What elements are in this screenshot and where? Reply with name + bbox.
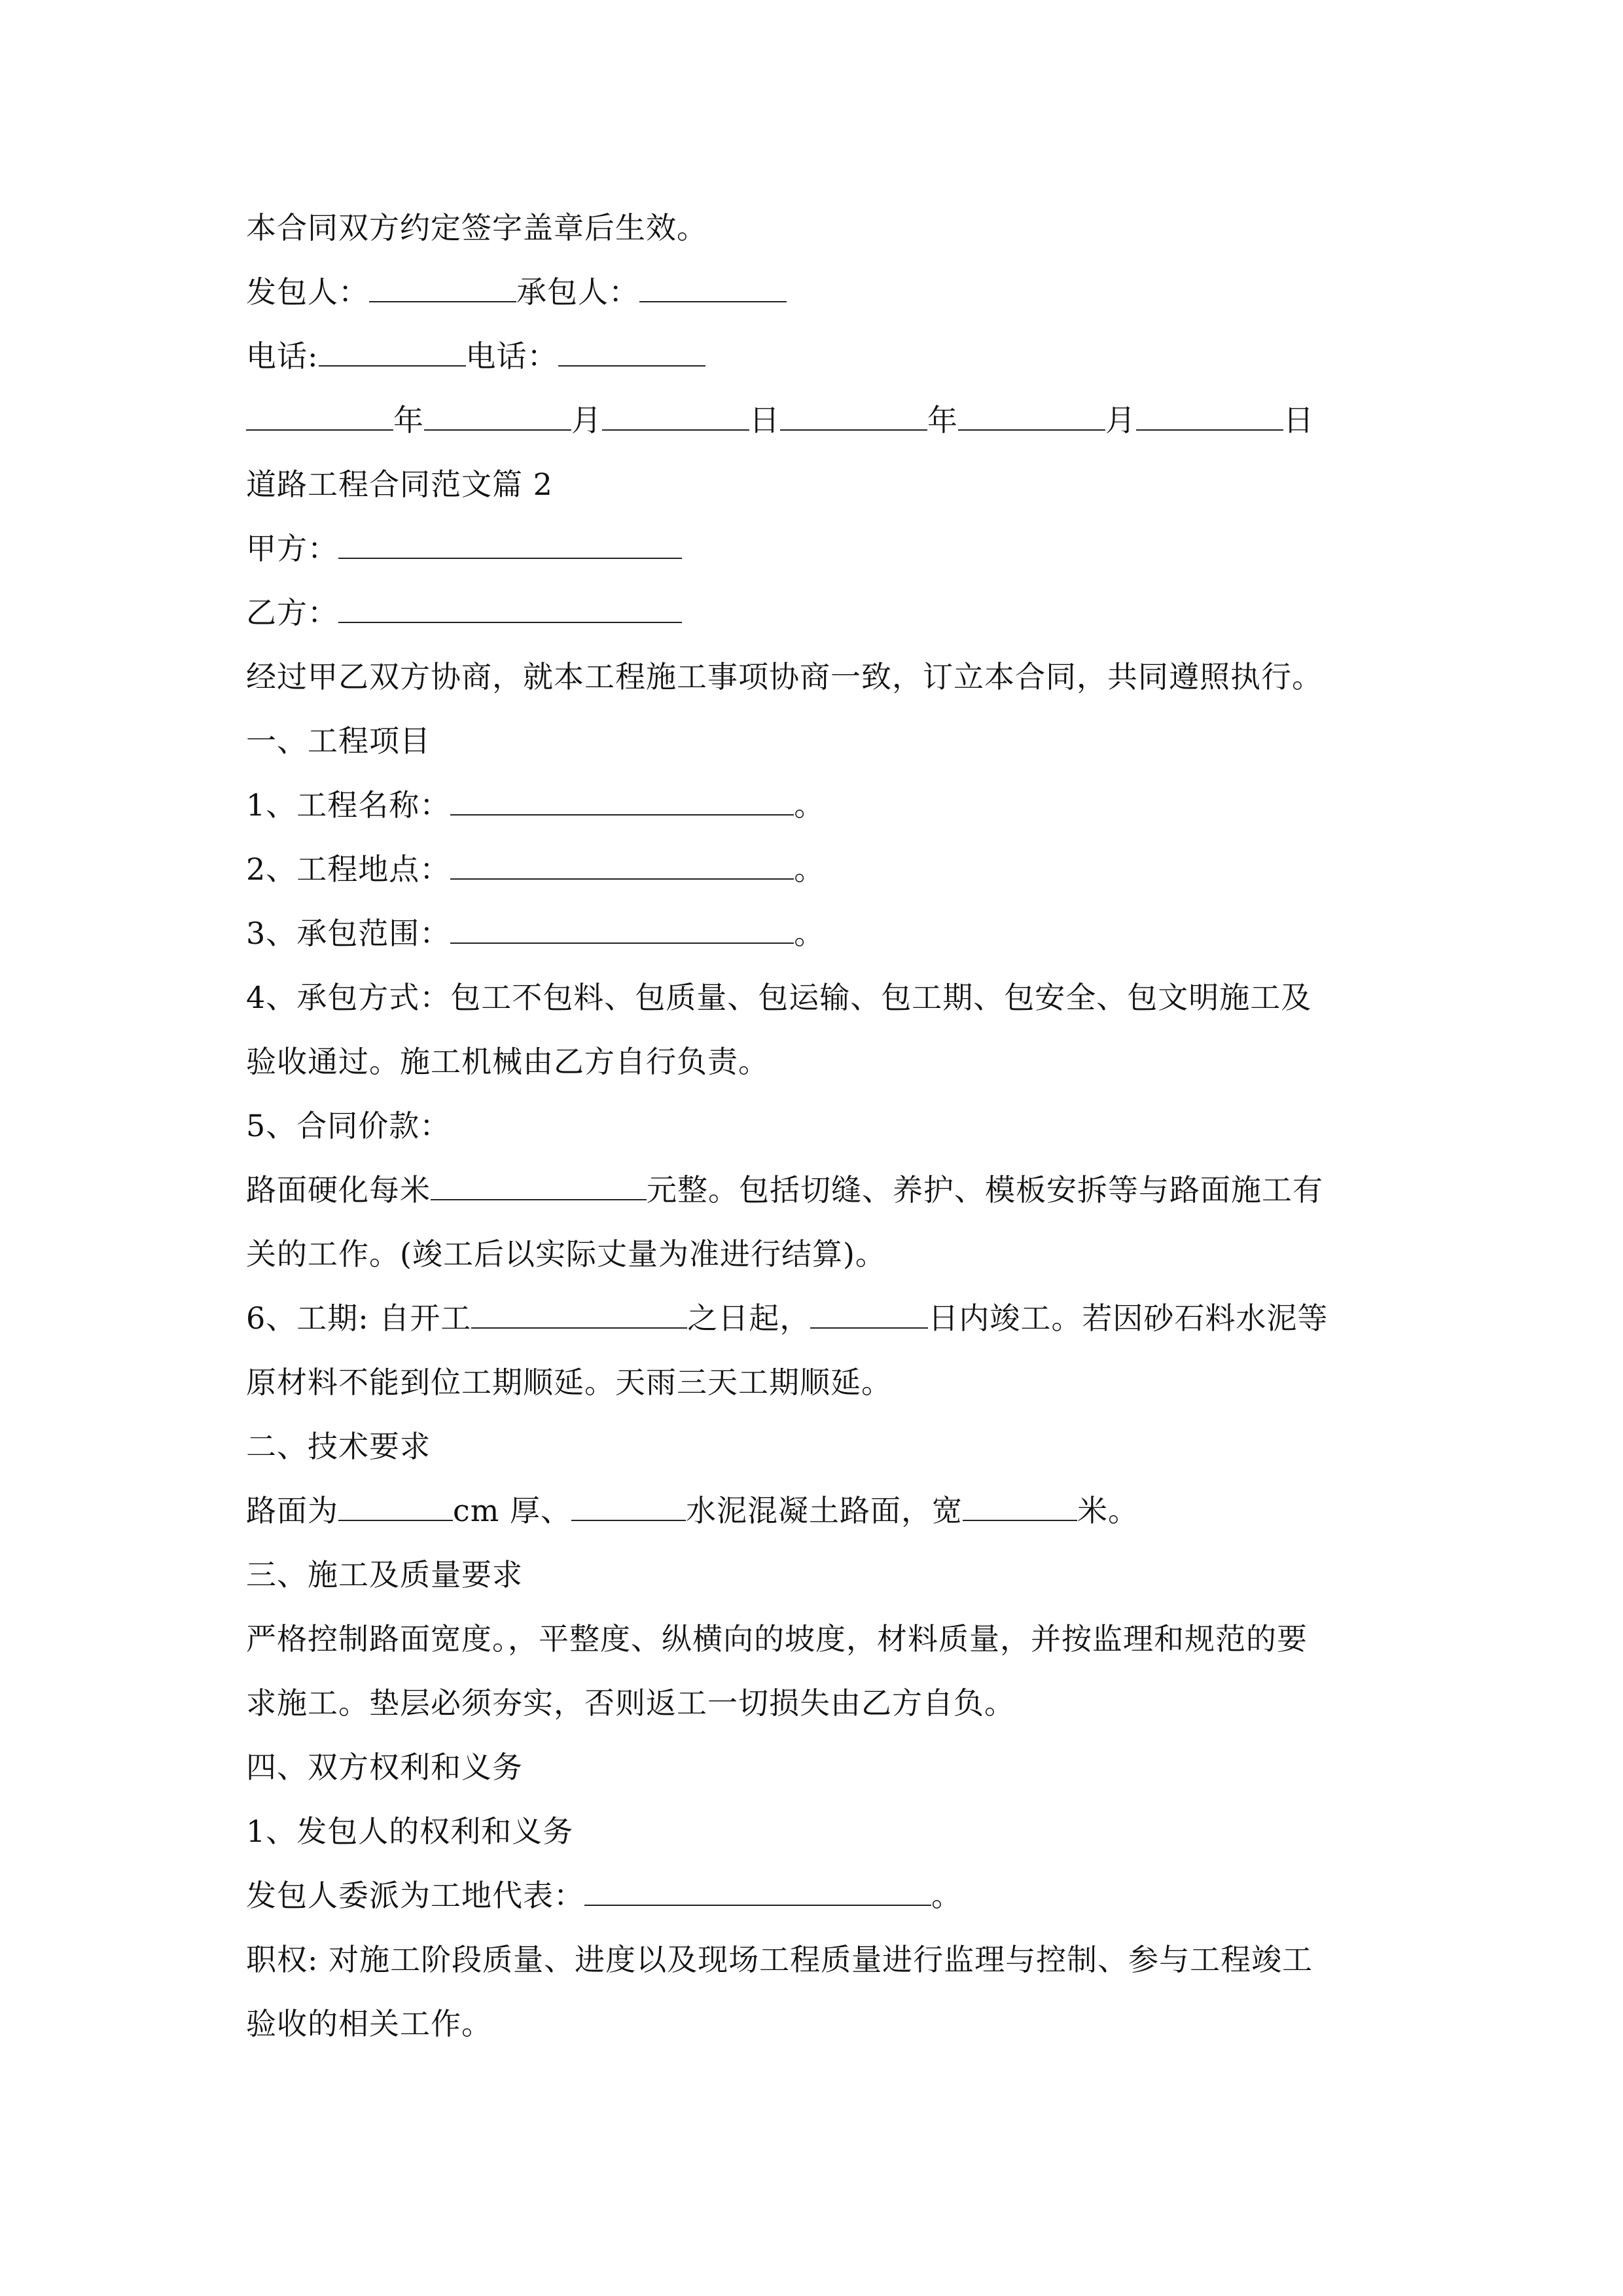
project-name-line [246, 785, 825, 825]
spec-label: 路面为 [246, 1493, 338, 1528]
month-blank-1[interactable] [424, 401, 571, 431]
scope-blank[interactable] [450, 914, 794, 944]
price-text-1: 元整。包括切缝、养护、模板安拆等与路面施工有 [647, 1172, 1323, 1208]
party-a-blank[interactable] [338, 529, 682, 559]
heading-project [246, 721, 431, 761]
phone-line [246, 336, 705, 376]
day-label-2: 日 [1283, 403, 1314, 438]
employer-rights-heading-text: 1、发包人的权利和义务 [246, 1814, 574, 1849]
project-name-label: 1、工程名称： [246, 787, 451, 823]
period-3: 。 [794, 916, 825, 951]
scope-label: 3、承包范围： [246, 916, 451, 951]
authority-line-2 [246, 2004, 492, 2043]
price-line-2 [246, 1234, 886, 1274]
phone-blank-1[interactable] [319, 336, 466, 367]
month-label-2: 月 [1105, 403, 1136, 438]
thickness-blank[interactable] [338, 1491, 453, 1521]
authority-text-2: 验收的相关工作。 [246, 2006, 492, 2041]
contract-price-heading [246, 1106, 450, 1145]
heading-technical-text: 二、技术要求 [246, 1429, 431, 1464]
signature-parties-line [246, 272, 787, 312]
technical-spec-line [246, 1491, 1139, 1530]
period-4: 。 [931, 1878, 962, 1913]
project-location-blank[interactable] [450, 850, 794, 880]
quality-line-2 [246, 1683, 1015, 1723]
schedule-line-1 [246, 1299, 1328, 1338]
authority-text-1: 职权: 对施工阶段质量、进度以及现场工程质量进行监理与控制、参与工程竣工 [246, 1942, 1313, 1977]
heading-rights [246, 1748, 523, 1787]
year-label-1: 年 [393, 403, 424, 438]
price-blank[interactable] [431, 1170, 647, 1200]
quality-text-2: 求施工。垫层必须夯实，否则返工一切损失由乙方自负。 [246, 1685, 1015, 1721]
month-label-1: 月 [571, 403, 602, 438]
spec-unit-cm: cm 厚、 [453, 1493, 572, 1528]
month-blank-2[interactable] [958, 401, 1105, 431]
heading-rights-text: 四、双方权利和义务 [246, 1749, 523, 1785]
phone-blank-2[interactable] [558, 336, 705, 367]
day-label-1: 日 [749, 403, 780, 438]
schedule-text-1: 之日起， [687, 1300, 811, 1336]
price-label: 路面硬化每米 [246, 1172, 431, 1208]
intro-paragraph [246, 657, 1323, 696]
site-rep-line [246, 1876, 962, 1915]
project-location-line [246, 850, 825, 889]
quality-line-1 [246, 1619, 1308, 1659]
quality-text-1: 严格控制路面宽度。，平整度、纵横向的坡度，材料质量，并按监理和规范的要 [246, 1621, 1308, 1657]
heading-technical [246, 1427, 431, 1466]
period-1: 。 [794, 787, 825, 823]
scope-line [246, 914, 825, 953]
heading-quality [246, 1555, 523, 1594]
period-2: 。 [794, 852, 825, 887]
price-line-1 [246, 1170, 1323, 1210]
concrete-grade-blank[interactable] [571, 1491, 686, 1521]
effective-clause [246, 208, 707, 247]
heading-project-text: 一、工程项目 [246, 723, 431, 759]
day-blank-1[interactable] [602, 401, 749, 431]
party-a-line [246, 529, 682, 568]
authority-line-1 [246, 1940, 1313, 1979]
year-blank-1[interactable] [246, 401, 393, 431]
employer-label: 发包人： [246, 274, 369, 310]
site-rep-blank[interactable] [584, 1876, 931, 1906]
party-b-line [246, 593, 682, 632]
date-line [246, 401, 1314, 440]
contract-price-heading-text: 5、合同价款： [246, 1108, 451, 1143]
party-a-label: 甲方： [246, 531, 338, 566]
schedule-text-2: 日内竣工。若因砂石料水泥等 [928, 1300, 1329, 1336]
section-title [246, 465, 553, 504]
contract-method-text-2: 验收通过。施工机械由乙方自行负责。 [246, 1044, 769, 1079]
employer-blank[interactable] [369, 272, 516, 302]
start-date-blank[interactable] [471, 1299, 687, 1329]
spec-unit-m: 米。 [1077, 1493, 1139, 1528]
duration-blank[interactable] [810, 1299, 928, 1329]
effective-clause-text: 本合同双方约定签字盖章后生效。 [246, 210, 707, 245]
schedule-line-2 [246, 1363, 892, 1402]
phone-label-1: 电话: [246, 338, 319, 374]
section-title-text: 道路工程合同范文篇 2 [246, 467, 553, 502]
schedule-text-3: 原材料不能到位工期顺延。天雨三天工期顺延。 [246, 1365, 892, 1400]
project-location-label: 2、工程地点： [246, 852, 451, 887]
site-rep-label: 发包人委派为工地代表： [246, 1878, 584, 1913]
price-text-2: 关的工作。(竣工后以实际丈量为准进行结算)。 [246, 1236, 886, 1272]
contract-method-text-1: 4、承包方式：包工不包料、包质量、包运输、包工期、包安全、包文明施工及 [246, 980, 1312, 1015]
year-label-2: 年 [927, 403, 958, 438]
party-b-blank[interactable] [338, 593, 682, 623]
contractor-blank[interactable] [639, 272, 787, 302]
party-b-label: 乙方： [246, 595, 338, 630]
spec-text: 水泥混凝土路面，宽 [686, 1493, 963, 1528]
contractor-label: 承包人： [516, 274, 639, 310]
schedule-label: 6、工期: 自开工 [246, 1300, 472, 1336]
width-blank[interactable] [963, 1491, 1077, 1521]
day-blank-2[interactable] [1136, 401, 1283, 431]
heading-quality-text: 三、施工及质量要求 [246, 1557, 523, 1592]
year-blank-2[interactable] [780, 401, 927, 431]
intro-text: 经过甲乙双方协商，就本工程施工事项协商一致，订立本合同，共同遵照执行。 [246, 659, 1323, 694]
contract-method-line-2 [246, 1042, 769, 1081]
phone-label-2: 电话： [465, 338, 558, 374]
project-name-blank[interactable] [450, 785, 794, 816]
employer-rights-heading [246, 1812, 573, 1851]
contract-method-line-1 [246, 978, 1311, 1017]
